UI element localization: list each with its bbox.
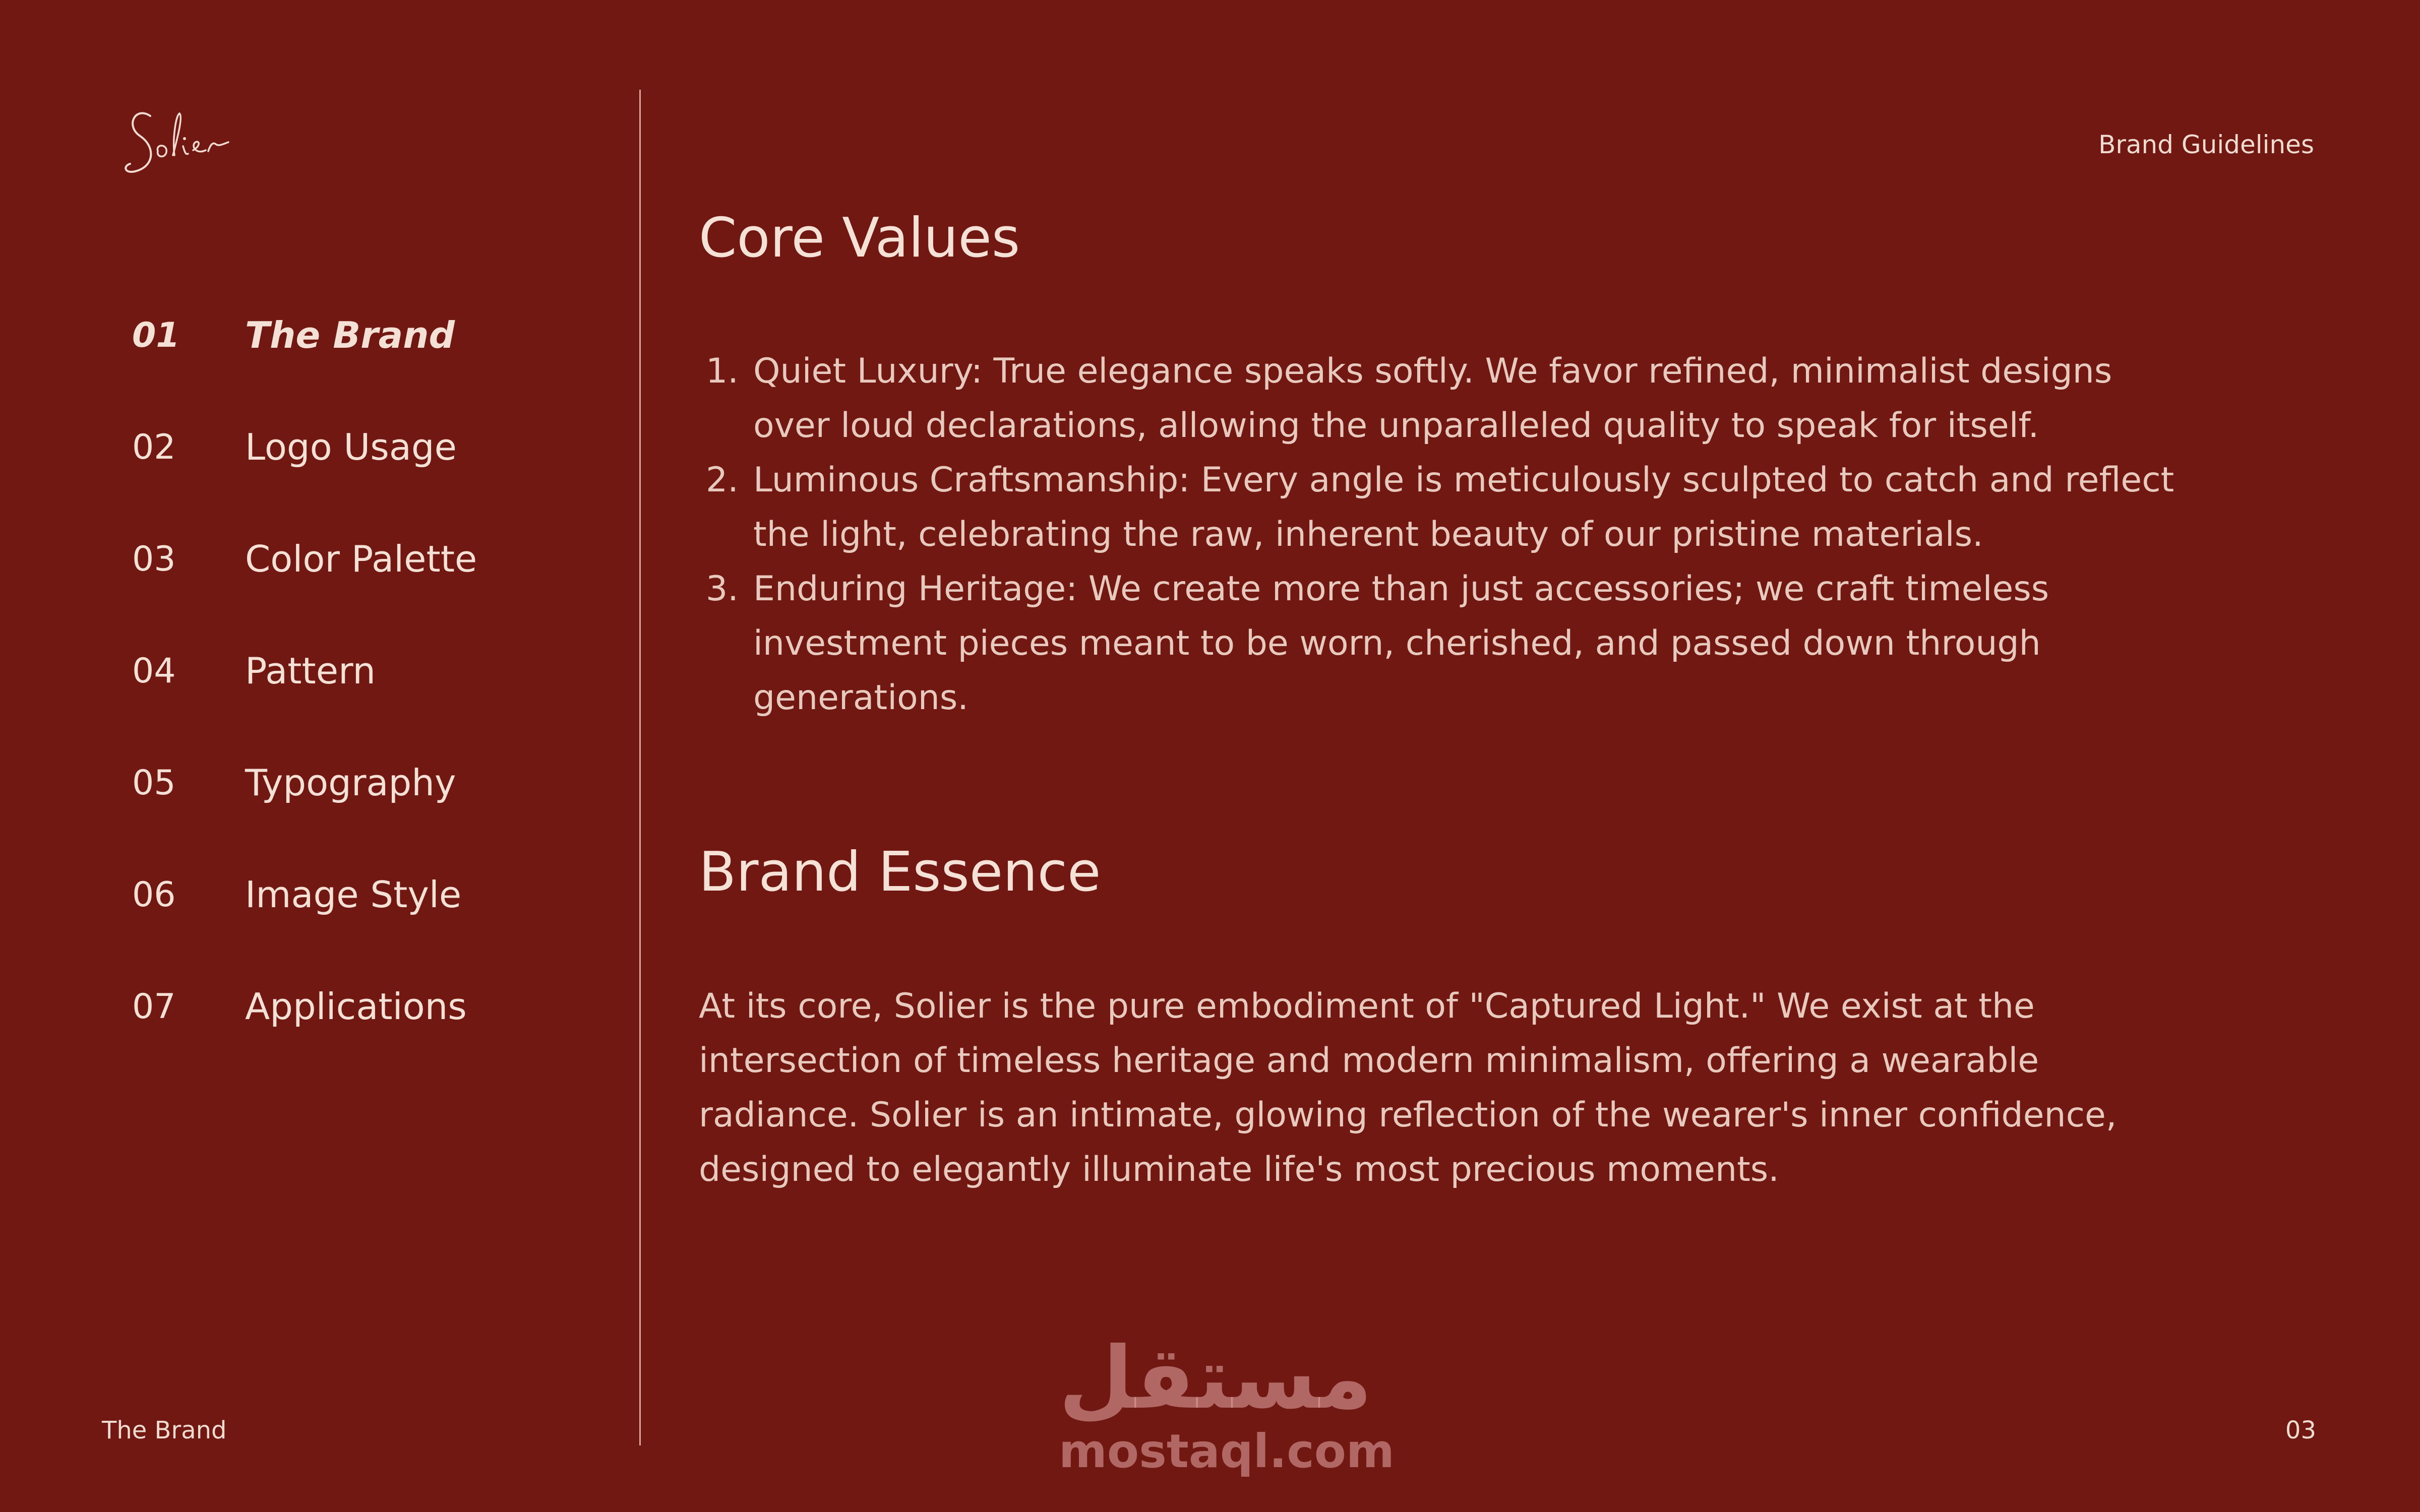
nav-item-number: 06: [132, 874, 176, 915]
nav-item-typography[interactable]: [132, 758, 456, 808]
list-item-index: 2.: [706, 460, 739, 500]
nav-item-number: 04: [132, 651, 176, 691]
nav-item-number: 02: [132, 427, 176, 467]
list-item: [699, 453, 2191, 562]
nav-item-label: Logo Usage: [245, 426, 457, 468]
list-item-index: 3.: [706, 569, 739, 609]
brand-essence-text: At its core, Solier is the pure embodiment of "Captured Light." We exist at the intersection of timeless heritage and modern minimalism, offering a wearable radiance. Solier is an intimate, glowing reflection of the wearer's inner confidence, designed to elegantly illuminate life's most precious moments.: [699, 986, 2117, 1189]
nav-item-label: Image Style: [245, 873, 462, 916]
nav-item-label: Color Palette: [245, 538, 477, 580]
nav-item-pattern[interactable]: [132, 646, 376, 696]
nav-item-the-brand[interactable]: [132, 310, 455, 360]
list-item-text: Luminous Craftsmanship: Every angle is meticulously sculpted to catch and reflect the light, celebrating the raw, inherent beauty of our pristine materials.: [753, 460, 2174, 554]
nav-item-logo-usage[interactable]: [132, 422, 457, 472]
list-item-index: 1.: [706, 351, 739, 391]
list-item: [699, 562, 2191, 725]
brand-essence-heading: Brand Essence: [699, 841, 1101, 904]
header-title: Brand Guidelines: [2098, 130, 2314, 159]
mostaql-watermark: [1059, 1329, 1395, 1482]
nav-item-number: 05: [132, 763, 176, 803]
watermark-arabic: مستقل: [1059, 1329, 1372, 1428]
vertical-divider: [639, 90, 641, 1445]
page-number: 03: [2285, 1416, 2316, 1444]
nav-item-number: 01: [132, 315, 180, 355]
footer-section-label: The Brand: [102, 1416, 227, 1444]
nav-item-image-style[interactable]: [132, 869, 461, 920]
nav-item-number: 03: [132, 539, 176, 579]
solier-script-logo: [120, 96, 251, 192]
nav-item-number: 07: [132, 986, 176, 1027]
list-item-text: Enduring Heritage: We create more than just accessories; we craft timeless investment pieces meant to be worn, cherished, and passed down through generations.: [753, 569, 2049, 718]
watermark-latin: mostaql.com: [1059, 1424, 1395, 1478]
nav-item-applications[interactable]: [132, 981, 467, 1032]
list-item: [699, 344, 2191, 453]
nav-item-label: Pattern: [245, 650, 376, 692]
core-values-list: [699, 344, 2191, 725]
core-values-heading: Core Values: [699, 207, 1020, 270]
nav-item-label: Applications: [245, 985, 467, 1028]
brand-logo: [120, 96, 251, 192]
list-item-text: Quiet Luxury: True elegance speaks softly. We favor refined, minimalist designs over loud declarations, allowing the unparalleled quality to speak for itself.: [753, 351, 2112, 446]
nav-item-color-palette[interactable]: [132, 534, 477, 584]
nav-item-label: Typography: [245, 762, 456, 804]
nav-item-label: The Brand: [245, 314, 455, 356]
